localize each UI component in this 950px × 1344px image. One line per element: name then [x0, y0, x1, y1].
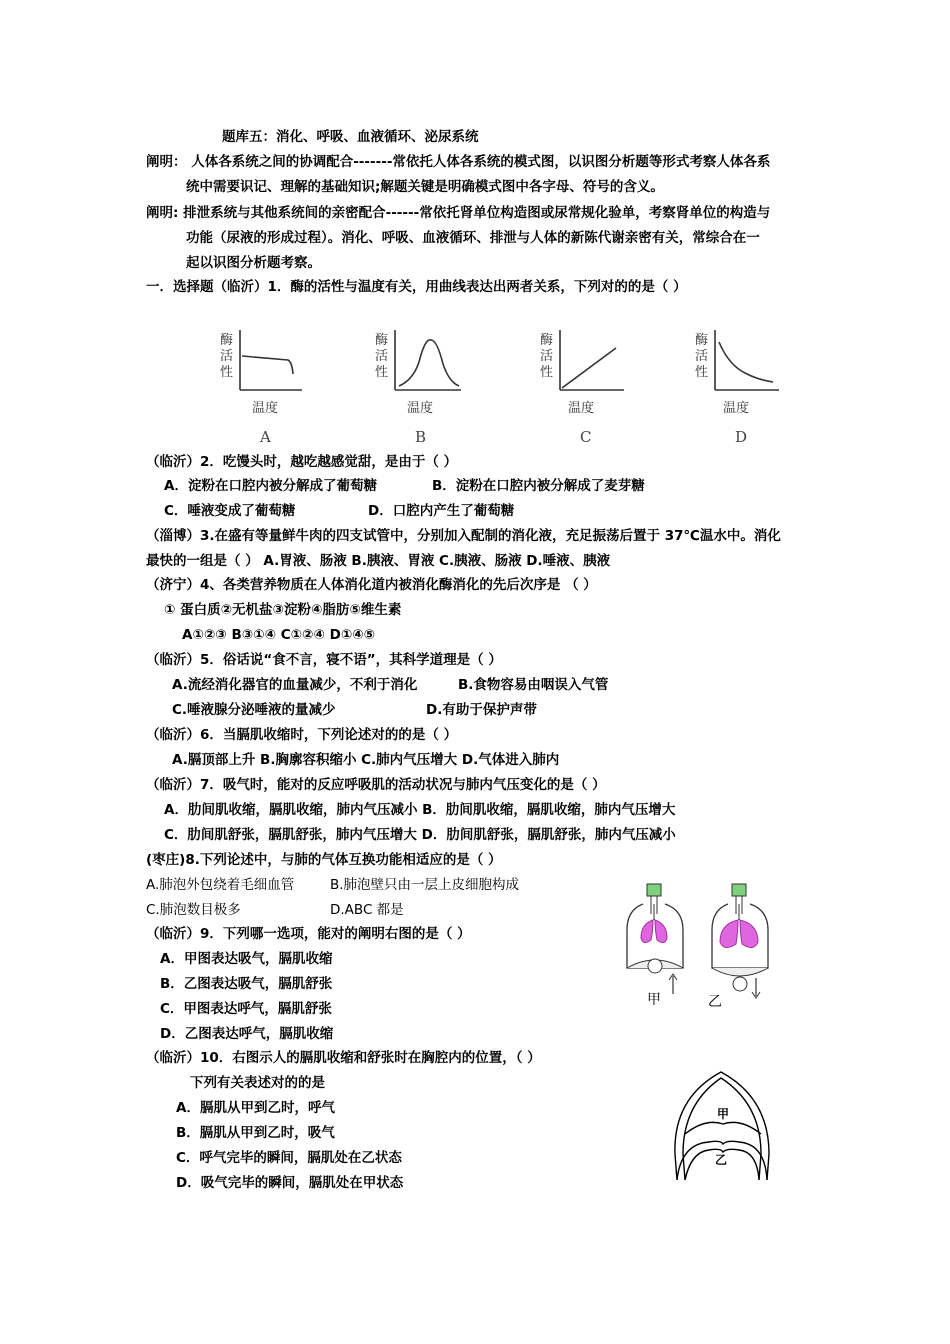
- q2-option-c: C．唾液变成了葡萄糖: [164, 503, 296, 519]
- svg-text:活: 活: [540, 349, 554, 364]
- question-7: （临沂）7．吸气时，能对的反应呼吸肌的活动状况与肺内气压变化的是（ ）: [146, 777, 606, 793]
- svg-text:酶: 酶: [540, 333, 554, 348]
- q9-option-d: D．乙图表达呼气，膈肌收缩: [160, 1026, 334, 1042]
- q8-option-a: A.肺泡外包绕着毛细血管: [146, 877, 295, 893]
- q10-option-c: C．呼气完毕的瞬间，膈肌处在乙状态: [176, 1150, 402, 1166]
- graph-a-ylabel-3: 性: [220, 365, 234, 380]
- page-title: 题库五：消化、呼吸、血液循环、泌尿系统: [222, 129, 479, 145]
- svg-text:活: 活: [695, 349, 709, 364]
- q8-option-c: C.肺泡数目极多: [146, 902, 241, 918]
- question-2: （临沂）2．吃馒头时，越吃越感觉甜，是由于（ ）: [146, 454, 458, 470]
- q4-options: A①②③ B③①④ C①②④ D①④⑤: [182, 627, 376, 643]
- q10-option-d: D．吸气完毕的瞬间，膈肌处在甲状态: [176, 1175, 404, 1191]
- q10-option-a: A．膈肌从甲到乙时，呼气: [176, 1100, 335, 1116]
- diaphragm-yi-label: 乙: [715, 1153, 728, 1167]
- q2-option-a: A．淀粉在口腔内被分解成了葡萄糖: [164, 478, 377, 494]
- question-10: （临沂）10．右图示人的膈肌收缩和舒张时在胸腔内的位置，（ ）: [146, 1050, 541, 1066]
- graph-a-xlabel: 温度: [252, 401, 279, 416]
- bell-jar-yi: [708, 884, 768, 1010]
- q4-items: ① 蛋白质②无机盐③淀粉④脂肪⑤维生素: [164, 602, 402, 618]
- bell-jar-figure: [615, 880, 785, 1030]
- graph-a-ylabel-2: 活: [220, 349, 234, 364]
- question-8: (枣庄)8.下列论述中，与肺的气体互换功能相适应的是（ ）: [146, 852, 502, 868]
- graph-c: [540, 330, 624, 446]
- question-6: （临沂）6．当膈肌收缩时，下列论述对的的是（ ）: [146, 727, 458, 743]
- svg-text:酶: 酶: [375, 333, 389, 348]
- question-3-line1: （淄博）3.在盛有等量鲜牛肉的四支试管中，分别加入配制的消化液，充足振荡后置于 37℃温水中。消化: [146, 528, 781, 544]
- graph-b-letter: B: [415, 428, 427, 446]
- question-9: （临沂）9．下列哪一选项，能对的阐明右图的是（ ）: [146, 926, 471, 942]
- q5-option-a: A.流经消化器官的血量减少，不利于消化: [172, 677, 418, 693]
- bell-jar-jia: [627, 884, 683, 1008]
- graph-c-letter: C: [580, 428, 592, 446]
- graph-d-xlabel: 温度: [723, 401, 750, 416]
- q8-option-d: D.ABC 都是: [330, 902, 404, 918]
- graph-b: [375, 330, 461, 446]
- bell-jar-jia-label: 甲: [647, 992, 661, 1008]
- intro2-line2: 功能（尿液的形成过程）。消化、呼吸、血液循环、排泄与人体的新陈代谢亲密有关，常综合在一: [186, 230, 760, 246]
- svg-text:性: 性: [375, 365, 389, 380]
- q10-option-b: B．膈肌从甲到乙时，吸气: [176, 1125, 335, 1141]
- graph-a: [220, 330, 302, 446]
- q2-option-b: B．淀粉在口腔内被分解成了麦芽糖: [432, 478, 645, 494]
- q6-options: A.膈顶部上升 B.胸廓容积缩小 C.肺内气压增大 D.气体进入肺内: [172, 752, 560, 768]
- intro2-line3: 起以识图分析题考察。: [186, 255, 321, 271]
- intro1-line2: 统中需要识记、理解的基础知识;解题关键是明确模式图中各字母、符号的含义。: [186, 179, 664, 195]
- bell-jar-yi-label: 乙: [708, 994, 722, 1010]
- graph-c-xlabel: 温度: [568, 401, 595, 416]
- graph-d: [695, 330, 779, 446]
- intro2-line1: 阐明: 排泄系统与其他系统间的亲密配合------常依托肾单位构造图或尿常规化验单，考察肾单位的构造与: [146, 205, 771, 221]
- question-4: （济宁）4、各类营养物质在人体消化道内被消化酶消化的先后次序是 （ ）: [146, 577, 597, 593]
- graph-d-letter: D: [735, 428, 748, 446]
- svg-text:酶: 酶: [695, 333, 709, 348]
- q9-option-a: A．甲图表达吸气，膈肌收缩: [160, 951, 333, 967]
- graph-b-xlabel: 温度: [407, 401, 434, 416]
- question-5: （临沂）5．俗话说“食不言，寝不语”，其科学道理是（ ）: [146, 652, 502, 668]
- q5-option-b: B.食物容易由咽误入气管: [458, 677, 609, 693]
- question-3-line2: 最快的一组是（ ） A.胃液、肠液 B.胰液、胃液 C.胰液、肠液 D.唾液、胰液: [146, 553, 611, 569]
- q9-option-c: C．甲图表达呼气，膈肌舒张: [160, 1001, 332, 1017]
- svg-text:性: 性: [695, 365, 709, 380]
- q7-options-row1: A．肋间肌收缩，膈肌收缩，肺内气压减小 B．肋间肌收缩，膈肌收缩，肺内气压增大: [164, 802, 676, 818]
- question-1: 一．选择题（临沂）1．酶的活性与温度有关，用曲线表达出两者关系，下列对的的是（ ）: [146, 279, 687, 295]
- q2-option-d: D．口腔内产生了葡萄糖: [368, 503, 515, 519]
- svg-text:活: 活: [375, 349, 389, 364]
- q5-option-c: C.唾液腺分泌唾液的量减少: [172, 702, 336, 718]
- graph-a-ylabel-1: 酶: [220, 333, 234, 348]
- svg-text:性: 性: [540, 365, 554, 380]
- diaphragm-jia-label: 甲: [717, 1107, 730, 1121]
- q8-option-b: B.肺泡壁只由一层上皮细胞构成: [330, 877, 520, 893]
- q10-subtitle: 下列有关表述对的的是: [190, 1075, 325, 1091]
- enzyme-graphs: [198, 318, 790, 450]
- graph-a-letter: A: [260, 428, 271, 446]
- q5-option-d: D.有助于保护声带: [426, 702, 537, 718]
- diaphragm-figure: [665, 1062, 785, 1188]
- q9-option-b: B．乙图表达吸气，膈肌舒张: [160, 976, 333, 992]
- intro1-line1: 阐明： 人体各系统之间的协调配合-------常依托人体各系统的模式图，以识图分析题等形式考察人体各系: [146, 154, 771, 170]
- q7-options-row2: C．肋间肌舒张，膈肌舒张，肺内气压增大 D．肋间肌舒张，膈肌舒张，肺内气压减小: [164, 827, 676, 843]
